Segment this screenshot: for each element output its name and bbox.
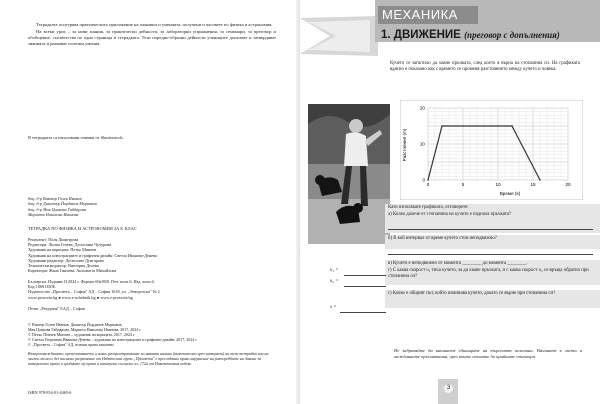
copyright-line: © „Просвета – София" АД, всички права запазени (28, 342, 114, 347)
chapter-name: 1. ДВИЖЕНИЕ (381, 29, 461, 41)
staff-line: Коректори: Жана Гинчева, Антоанета Михайлова (28, 268, 117, 274)
shutterstock-note: В тетрадката са използвани снимки от Shutterstock. (28, 135, 124, 140)
publisher-link[interactable]: www.prosveta.bg ● www.e-uchebnik.bg ● www.e-prosveta.bg (28, 294, 133, 300)
legal-notice: Възпроизвеждането, препечатването и всяко разпространяване по никакви начини (включително чрез интернет) на тези тетрадки или на части от него без писмено разрешение от Издателска група „Просвета" е преследвано пряко нарушение на разпоредбите на Закона за авторското право и сродните му права и наказуемо съгласно чл. 172а от Наказателния кодекс. (28, 351, 269, 366)
x-tick-label: 0 (426, 182, 430, 187)
y-axis-label: Разстояние (m) (402, 128, 407, 162)
staff-line: Редактори: Лилия Гечева, Десислава Чучурова (28, 242, 112, 248)
v2-label: υ₂ = (330, 279, 339, 284)
publisher-info (28, 279, 160, 300)
dog-and-man-photo (308, 104, 390, 244)
x-tick-label: 20 (565, 182, 571, 187)
section-name: МЕХАНИКА (382, 7, 458, 22)
v1-label: υ₁ = (330, 268, 339, 273)
question-3-line1: в) Кучето е неподвижно от момента ________ до момента ________. (388, 261, 528, 266)
answer-line-2[interactable] (388, 254, 593, 255)
question-1-intro: Като използвате графиката, отговорете: (388, 205, 469, 210)
right-page (300, 0, 600, 404)
x-axis-label: Време (s) (499, 191, 521, 196)
author-line: доц. д-р Мая Цанкова Гайдарова (28, 206, 87, 212)
author-line: Мариета Николова Иванова (28, 212, 79, 218)
x-tick-label: 5 (461, 182, 465, 187)
copyright-line: Мая Цанкова Гайдарова, Мариета Николова Иванова, 2017, 2024 г. (28, 327, 142, 332)
copyright-block (28, 322, 280, 347)
staff-line: Художник-редактор: Десислава Дунгарова (28, 257, 104, 263)
publisher-line: Код 10691350Е. (28, 284, 57, 290)
chapter-title (381, 29, 560, 41)
author-line: доц. д-р Димитър Йорданов Мърваков (28, 201, 97, 207)
isbn: ISBN 978-954-01-4465-6 (28, 390, 72, 395)
decorative-chevron-icon (300, 16, 378, 56)
page-number: 3 (444, 384, 453, 393)
v2-answer-line[interactable] (344, 286, 386, 287)
distance-time-chart (400, 100, 583, 200)
copyright-line: © Светла Георгиева Иванова-Денева – художник на илюстрациите и графичен дизайн, 2017, 2024 г. (28, 337, 198, 342)
y-tick-label: 20 (419, 105, 425, 111)
publisher-line: Издателство „Просвета – София" АД – София 1618, ул. „Земеделска" № 2 (28, 289, 160, 295)
answer-line-1[interactable] (388, 229, 593, 230)
staff-list (28, 237, 157, 273)
publisher-line: Българска. Издание II 2024 г. Формат 60х90/8. Печ. коли 6. Изд. коли 6. (28, 279, 155, 284)
copyright-line: © Петко Пенчев Минчев – художник на корицата, 2017, 2024 г. (28, 332, 136, 337)
staff-line: Художник на корицата: Петко Минчев (28, 247, 97, 253)
intro-paragraph: На всеки урок – за нови знания, за практически дейности, за лабораторни упражнения, за семинари, за преговор и обобщение, съответства по една страница в тетрадката. Тези поредно-образни дейности учениците допълват и затвърдяват знанията и развиват полезни умения. (28, 29, 276, 46)
x-tick-label: 15 (530, 182, 536, 187)
book-title: ТЕТРАДКА ПО ФИЗИКА И АСТРОНОМИЯ ЗА 8. КЛАС (28, 226, 137, 231)
question-2: б) В кой интервал от време кучето стои неподвижно? (388, 236, 497, 241)
printer-info: Печат „Рекурзия" ЕАД – София (28, 306, 85, 311)
x-tick-label: 10 (495, 182, 501, 187)
question-3-line2: г) С каква скорост υ₁ тича кучето, за да хване пръчката, и с каква скорост υ₂ се връща обратно при стопанина си? (388, 268, 589, 280)
closing-note: Не забравяйте да напишете единиците на търсените величини. Начинате в листа и междинните пресмятания, чрез които стигате до крайните отговори. (394, 348, 582, 359)
problem-statement: Кучето се запътило да хване пръчката, след което я върна на стопанина си. На графиката вдясно е показано как с времето се променя разстоянието между кучето и човека. (390, 61, 580, 73)
staff-line: Рецензент: Поля Димитрова (28, 237, 79, 242)
s-label: s = (330, 305, 337, 310)
copyright-line: © Виктор Голев Иванов, Димитър Йорданов Мърваков, (28, 322, 123, 327)
question-1a: а) Колко далече от стопанина на кучето е паднала пръчката? (388, 212, 512, 217)
intro-paragraph: Тетрадката осигурява практическото приложение на знанията и уменията, получени и часовете по физика и астрономия. (36, 22, 273, 27)
staff-line: Художник на илюстрациите и графичен дизайн: Светла Иванова-Денева (28, 252, 157, 258)
staff-line: Технически редактор: Виктория Делева (28, 263, 99, 269)
question-4: г) Колко е общият път, който изминава кучето, докато се върне при стопанина си? (388, 291, 556, 296)
chapter-subtitle: (преговор с допълнения) (464, 30, 560, 40)
author-line: доц. д-р Виктор Голев Иванов (28, 196, 82, 201)
y-tick-label: 10 (419, 141, 425, 147)
intro-text (28, 22, 276, 48)
author-credits (28, 196, 97, 218)
v1-answer-line[interactable] (344, 275, 386, 276)
s-answer-line[interactable] (340, 312, 386, 313)
y-tick-label: 0 (422, 177, 425, 183)
